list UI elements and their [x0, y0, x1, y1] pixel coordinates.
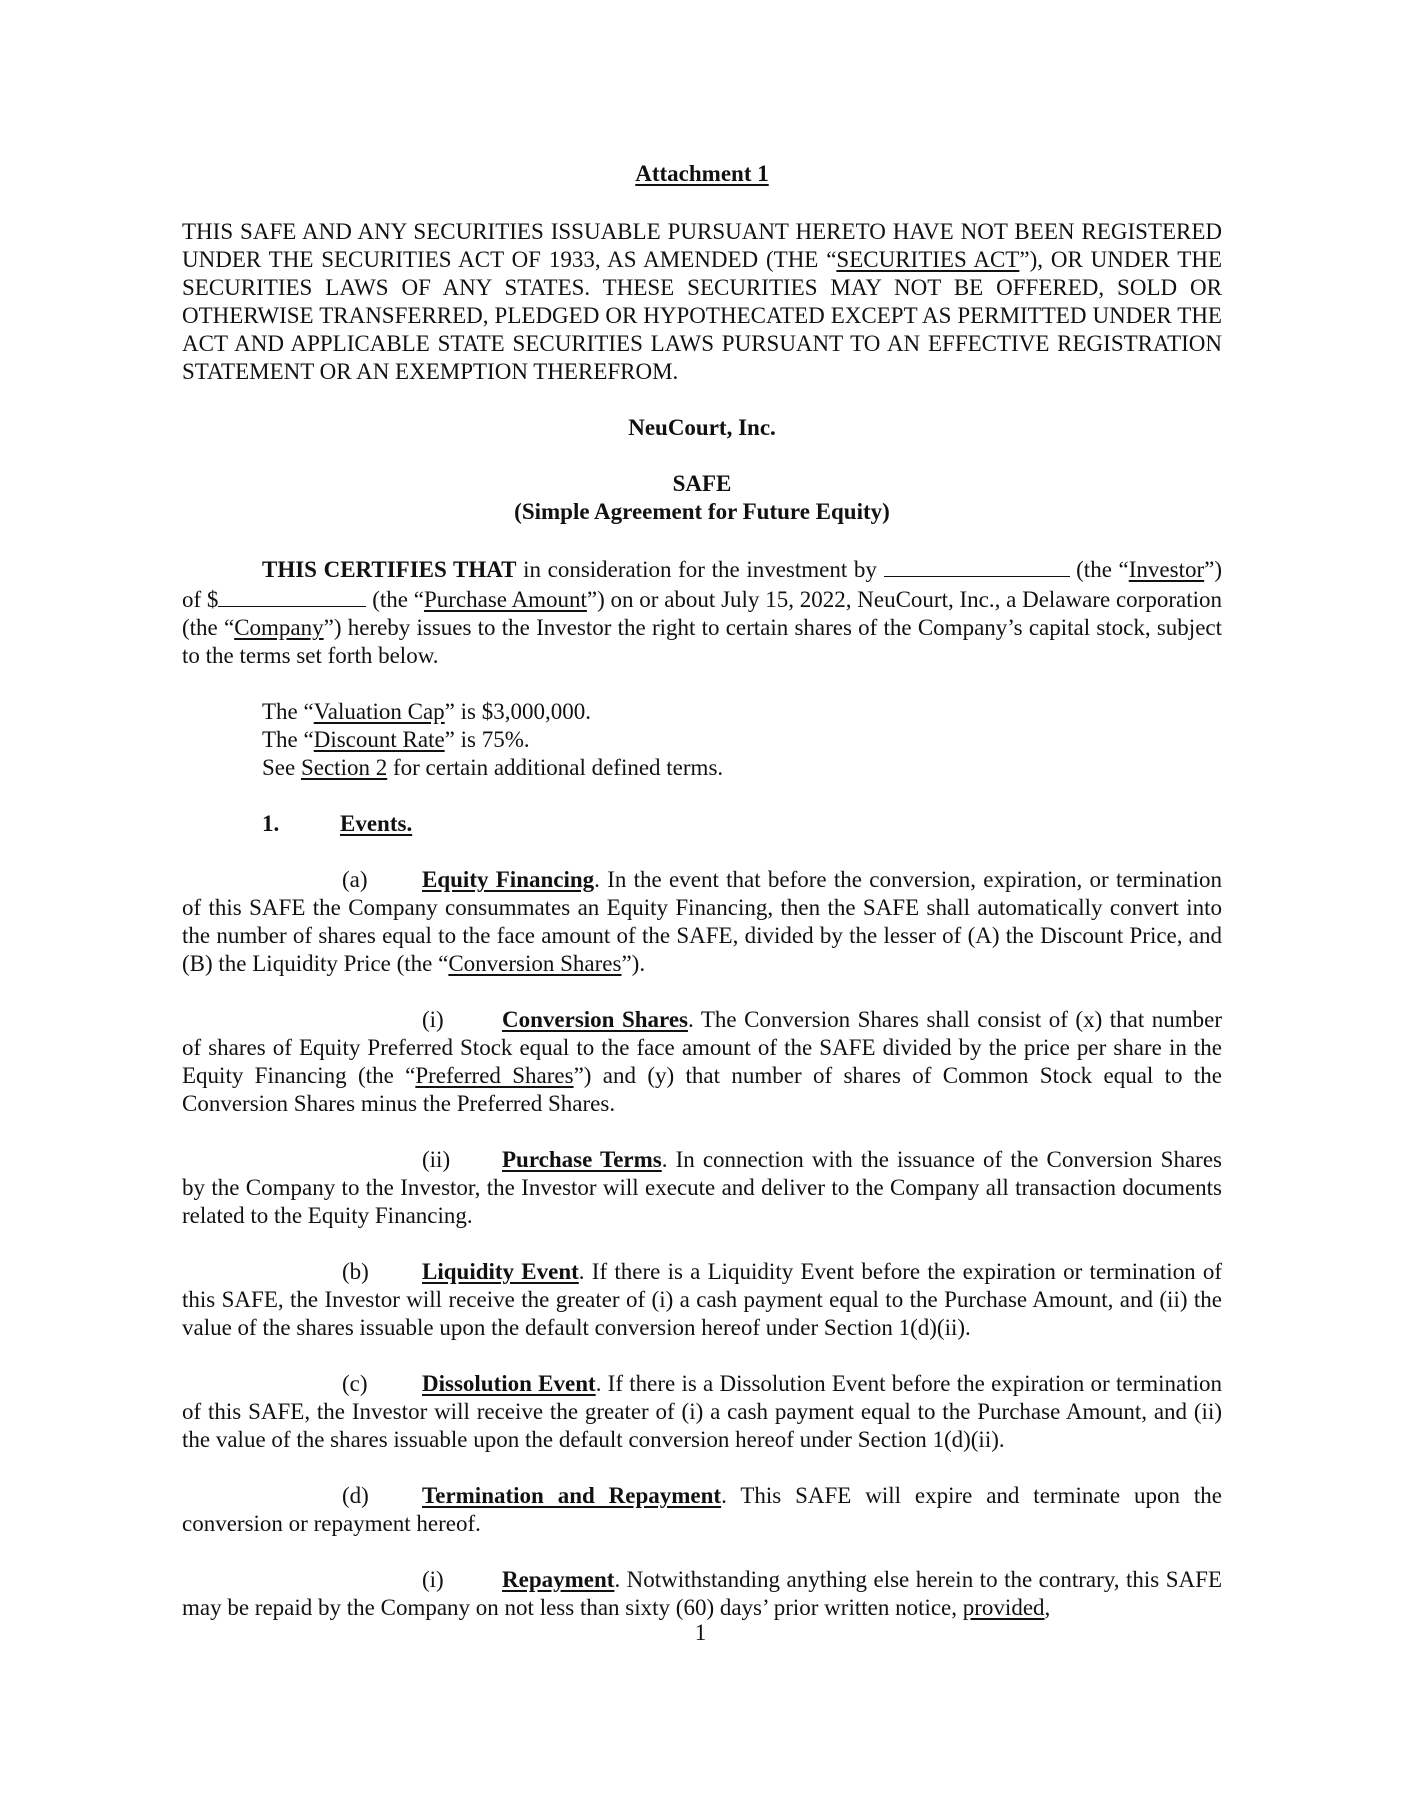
legend-defined-term: SECURITIES ACT [836, 247, 1020, 272]
clause-label: (b) [342, 1259, 369, 1284]
term-text: See [262, 755, 301, 780]
document-title: SAFE [672, 471, 732, 496]
clause-purchase-terms [182, 1146, 1222, 1230]
clause-text: ”). [621, 951, 646, 976]
legend-text: THIS SAFE AND ANY SECURITIES ISSUABLE PURSUANT HERETO HAVE NOT BEEN REGISTERED UNDER THE SECURITIES ACT OF 1933, AS AMENDED (THE “ [182, 219, 1222, 272]
valuation-cap-value: ” is $3,000,000. [444, 699, 591, 724]
intro-text: ”) of $ [182, 557, 1222, 612]
clause-text: , [1044, 1595, 1051, 1620]
defined-term-discount-rate: Discount Rate [313, 727, 445, 752]
term-text: The “ [262, 727, 314, 752]
clause-title: Purchase Terms [502, 1147, 662, 1172]
attachment-title: Attachment 1 [635, 161, 769, 186]
see-section-line [262, 754, 1222, 782]
document-title-block [182, 470, 1222, 526]
investor-name-blank [884, 554, 1070, 577]
clause-label: (i) [422, 1007, 444, 1032]
clause-label: (i) [422, 1567, 444, 1592]
discount-rate-line [262, 726, 1222, 754]
clause-text: . In connection with the issuance of the Conversion Shares by the Company to the Investor, the Investor will execute and deliver to the Company all transaction documents related to the Equity Financing. [182, 1147, 1222, 1228]
clause-conversion-shares [182, 1006, 1222, 1118]
section-1-heading [262, 810, 1222, 838]
section-2-reference: Section 2 [300, 755, 388, 780]
page-number: 1 [694, 1620, 707, 1645]
defined-term-conversion-shares: Conversion Shares [448, 951, 622, 976]
clause-text: . In the event that before the conversion, expiration, or termination of this SAFE the Company consummates an Equity Financing, then the SAFE shall automatically convert into the number of shares equal to the face amount of the SAFE, divided by the lesser of (A) the Discount Price, and (B) the Liquidity Price (the “ [182, 867, 1222, 976]
intro-lead: THIS CERTIFIES THAT [262, 557, 517, 582]
clause-repayment [182, 1566, 1222, 1622]
defined-term-preferred-shares: Preferred Shares [415, 1063, 574, 1088]
defined-term-company: Company [234, 615, 324, 640]
securities-legend [182, 218, 1222, 386]
discount-rate-value: ” is 75%. [444, 727, 530, 752]
clause-title: Dissolution Event [422, 1371, 596, 1396]
intro-text: ”) hereby issues to the Investor the right to certain shares of the Company’s capital stock, subject to the terms set forth below. [182, 615, 1222, 668]
legend-text-rest: ”), OR UNDER THE SECURITIES LAWS OF ANY STATES. THESE SECURITIES MAY NOT BE OFFERED, SOLD OR OTHERWISE TRANSFERRED, PLEDGED OR HYPOTHECATED EXCEPT AS PERMITTED UNDER THE ACT AND APPLICABLE STATE SECURITIES LAWS PURSUANT TO AN EFFECTIVE REGISTRATION STATEMENT OR AN EXEMPTION THEREFROM. [182, 247, 1222, 384]
clause-dissolution-event [182, 1370, 1222, 1454]
key-terms [262, 698, 1222, 782]
intro-paragraph [182, 554, 1222, 670]
intro-text: (the “ [1069, 557, 1129, 582]
clause-title: Equity Financing [422, 867, 595, 892]
purchase-amount-blank [218, 584, 366, 607]
defined-term-valuation-cap: Valuation Cap [313, 699, 445, 724]
clause-text: . If there is a Liquidity Event before the expiration or termination of this SAFE, the Investor will receive the greater of (i) a cash payment equal to the Purchase Amount, and (ii) the value of the shares issuable upon the default conversion hereof under Section 1(d)(ii). [182, 1259, 1222, 1340]
clause-termination-repayment [182, 1482, 1222, 1538]
intro-text: in consideration for the investment by [516, 557, 884, 582]
clause-label: (c) [342, 1371, 368, 1396]
document-body [182, 160, 1222, 1650]
clause-title: Conversion Shares [502, 1007, 688, 1032]
provided-term: provided [962, 1595, 1045, 1620]
clause-text: . The Conversion Shares shall consist of (x) that number of shares of Equity Preferred Stock equal to the face amount of the SAFE divided by the price per share in the Equity Financing (the “ [182, 1007, 1222, 1088]
clause-equity-financing [182, 866, 1222, 978]
company-name: NeuCourt, Inc. [628, 415, 776, 440]
intro-text: ”) on or about July 15, 2022, NeuCourt, Inc., a Delaware corporation (the “ [182, 587, 1222, 640]
clause-title: Termination and Repayment [422, 1483, 722, 1508]
defined-term-investor: Investor [1128, 557, 1205, 582]
clause-title: Liquidity Event [422, 1259, 579, 1284]
clause-label: (ii) [422, 1147, 451, 1172]
clause-text: . If there is a Dissolution Event before the expiration or termination of this SAFE, the Investor will receive the greater of (i) a cash payment equal to the Purchase Amount, and (ii) the value of the shares issuable upon the default conversion hereof under Section 1(d)(ii). [182, 1371, 1222, 1452]
clause-label: (a) [342, 867, 368, 892]
term-text: for certain additional defined terms. [387, 755, 724, 780]
clause-title: Repayment [502, 1567, 615, 1592]
document-subtitle: (Simple Agreement for Future Equity) [514, 499, 890, 524]
valuation-cap-line [262, 698, 1222, 726]
section-number: 1. [262, 811, 280, 836]
defined-term-purchase-amount: Purchase Amount [423, 587, 587, 612]
clause-text: . This SAFE will expire and terminate upon the conversion or repayment hereof. [182, 1483, 1223, 1536]
term-text: The “ [262, 699, 314, 724]
clause-label: (d) [342, 1483, 369, 1508]
clause-text: ”) and (y) that number of shares of Common Stock equal to the Conversion Shares minus the Preferred Shares. [182, 1063, 1223, 1116]
clause-liquidity-event [182, 1258, 1222, 1342]
intro-text: (the “ [366, 587, 424, 612]
clause-text: . Notwithstanding anything else herein to the contrary, this SAFE may be repaid by the Company on not less than sixty (60) days’ prior written notice, [182, 1567, 1222, 1620]
section-title: Events. [340, 811, 413, 836]
